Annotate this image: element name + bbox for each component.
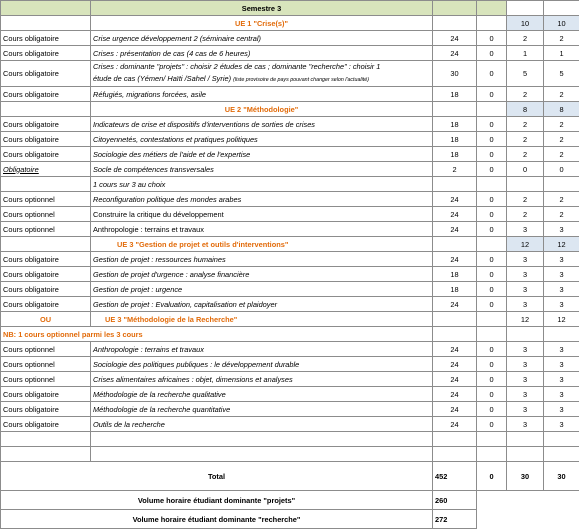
course-name: Gestion de projet d'urgence : analyse financière: [91, 267, 433, 282]
course-credit-1: 2: [507, 192, 544, 207]
course-credit-1: 3: [507, 282, 544, 297]
nb-c3: [433, 327, 477, 342]
empty-cell: [507, 432, 544, 447]
course-name: Gestion de projet : urgence: [91, 282, 433, 297]
course-name: Construire la critique du développement: [91, 207, 433, 222]
volume-projets-hours: 260: [433, 491, 477, 510]
table-row: [1, 46, 579, 61]
course-type: Cours obligatoire: [1, 252, 91, 267]
course-name: Méthodologie de la recherche quantitative: [91, 402, 433, 417]
ue1-credit-1: 10: [507, 16, 544, 31]
course-name: Crises : dominante "projets" : choisir 2 études de cas ; dominante "recherche" : choisir 1: [93, 62, 380, 71]
ue3b-header-row: [1, 312, 579, 327]
table-row: [1, 207, 579, 222]
course-extra: 0: [477, 132, 507, 147]
volume-recherche-row: [1, 510, 579, 529]
table-row: [1, 177, 579, 192]
table-row: [1, 387, 579, 402]
course-credit-2: 2: [544, 132, 579, 147]
volume-recherche-c4: [477, 510, 507, 529]
course-name: Gestion de projet : ressources humaines: [91, 252, 433, 267]
course-hours: 18: [433, 117, 477, 132]
course-extra: 0: [477, 162, 507, 177]
table-row: [1, 402, 579, 417]
course-extra: 0: [477, 357, 507, 372]
course-credit-2: 3: [544, 297, 579, 312]
ue1-title: UE 1 "Crise(s)": [91, 16, 433, 31]
ue3-title: UE 3 "Gestion de projet et outils d'interventions": [91, 237, 433, 252]
course-hours: 24: [433, 252, 477, 267]
volume-recherche-hours: 272: [433, 510, 477, 529]
ue2-title: UE 2 "Méthodologie": [91, 102, 433, 117]
volume-projets-label: Volume horaire étudiant dominante "projets": [1, 491, 433, 510]
course-credit-2: 2: [544, 147, 579, 162]
course-type: Cours optionnel: [1, 342, 91, 357]
course-credit-2: 0: [544, 162, 579, 177]
course-note: (liste provisoire de pays pouvant changer selon l'actualité): [233, 77, 369, 83]
course-credit-1: 2: [507, 207, 544, 222]
course-type: Cours obligatoire: [1, 117, 91, 132]
course-name: Socle de compétences transversales: [91, 162, 433, 177]
course-name: Réfugiés, migrations forcées, asile: [91, 87, 433, 102]
course-credit-2: 3: [544, 357, 579, 372]
course-hours: 24: [433, 297, 477, 312]
ue2-credit-2: 8: [544, 102, 579, 117]
course-hours: 24: [433, 207, 477, 222]
course-hours: 24: [433, 372, 477, 387]
volume-recherche-label: Volume horaire étudiant dominante "recherche": [1, 510, 433, 529]
course-name: Sociologie des métiers de l'aide et de l'expertise: [91, 147, 433, 162]
empty-cell: [433, 447, 477, 462]
ue2-header-c4: [477, 102, 507, 117]
course-name: Anthropologie : terrains et travaux: [91, 222, 433, 237]
course-credit-1: 2: [507, 87, 544, 102]
course-name: Indicateurs de crise et dispositifs d'interventions de sorties de crises: [91, 117, 433, 132]
course-extra: 0: [477, 61, 507, 87]
course-credit-2: 3: [544, 417, 579, 432]
table-row: [1, 147, 579, 162]
course-hours: [433, 177, 477, 192]
table-row: [1, 31, 579, 46]
table-row: [1, 252, 579, 267]
ue3-header-c4: [477, 237, 507, 252]
volume-projets-row: [1, 491, 579, 510]
ue3-credit-1: 12: [507, 237, 544, 252]
semester-cell-6: [544, 1, 579, 16]
ue1-header-left: [1, 16, 91, 31]
course-type: Cours optionnel: [1, 192, 91, 207]
ue3b-credit-2: 12: [544, 312, 579, 327]
course-credit-1: 3: [507, 402, 544, 417]
course-credit-1: 2: [507, 132, 544, 147]
course-credit-2: 2: [544, 117, 579, 132]
course-credit-1: 2: [507, 147, 544, 162]
course-type: Cours obligatoire: [1, 282, 91, 297]
course-extra: [477, 177, 507, 192]
empty-cell: [433, 432, 477, 447]
table-row: [1, 372, 579, 387]
course-name: Sociologie des politiques publiques : le développement durable: [91, 357, 433, 372]
ue2-header-row: [1, 102, 579, 117]
course-extra: 0: [477, 417, 507, 432]
volume-projets-c6: [544, 491, 579, 510]
empty-row: [1, 447, 579, 462]
semester-cell-3: [433, 1, 477, 16]
course-credit-1: 3: [507, 357, 544, 372]
semester-left-cell: [1, 1, 91, 16]
course-extra: 0: [477, 222, 507, 237]
empty-cell: [1, 447, 91, 462]
course-name: Anthropologie : terrains et travaux: [91, 342, 433, 357]
nb-c4: [477, 327, 507, 342]
total-row: [1, 462, 579, 491]
course-credit-1: 3: [507, 387, 544, 402]
choice-note: 1 cours sur 3 au choix: [91, 177, 433, 192]
course-extra: 0: [477, 282, 507, 297]
empty-row: [1, 432, 579, 447]
course-extra: 0: [477, 297, 507, 312]
course-type: Cours obligatoire: [1, 402, 91, 417]
course-credit-2: 2: [544, 31, 579, 46]
ue1-header-row: [1, 16, 579, 31]
course-credit-1: 2: [507, 31, 544, 46]
course-extra: 0: [477, 402, 507, 417]
ue2-credit-1: 8: [507, 102, 544, 117]
course-credit-1: [507, 177, 544, 192]
total-label: Total: [1, 462, 433, 491]
course-hours: 30: [433, 61, 477, 87]
empty-cell: [544, 447, 579, 462]
course-credit-2: 3: [544, 372, 579, 387]
ue3b-header-c4: [477, 312, 507, 327]
course-name: Outils de la recherche: [91, 417, 433, 432]
volume-projets-c4: [477, 491, 507, 510]
course-credit-2: 3: [544, 342, 579, 357]
course-name-line2: étude de cas (Yémen/ Haïti /Sahel / Syrie): [93, 74, 231, 83]
course-name-multiline: [91, 61, 433, 87]
course-credit-1: 3: [507, 222, 544, 237]
course-credit-2: 1: [544, 46, 579, 61]
table-row: [1, 132, 579, 147]
course-extra: 0: [477, 117, 507, 132]
table-row: [1, 417, 579, 432]
table-row: [1, 87, 579, 102]
course-credit-2: 2: [544, 87, 579, 102]
ue3b-credit-1: 12: [507, 312, 544, 327]
table-row: [1, 61, 579, 87]
course-credit-2: 3: [544, 222, 579, 237]
course-name: Crise urgence développement 2 (séminaire central): [91, 31, 433, 46]
course-extra: 0: [477, 192, 507, 207]
course-hours: 24: [433, 46, 477, 61]
total-credit-1: 30: [507, 462, 544, 491]
ue3-header-left: [1, 237, 91, 252]
empty-cell: [544, 432, 579, 447]
course-type: Cours obligatoire: [1, 87, 91, 102]
course-type: Cours obligatoire: [1, 147, 91, 162]
ue1-header-c3: [433, 16, 477, 31]
empty-cell: [507, 447, 544, 462]
course-credit-2: 2: [544, 207, 579, 222]
ou-label: OU: [1, 312, 91, 327]
course-credit-1: 1: [507, 46, 544, 61]
ue2-header-c3: [433, 102, 477, 117]
course-name: Citoyennetés, contestations et pratiques politiques: [91, 132, 433, 147]
course-hours: 2: [433, 162, 477, 177]
course-credit-1: 2: [507, 117, 544, 132]
nb-c6: [544, 327, 579, 342]
course-credit-2: 3: [544, 387, 579, 402]
course-extra: 0: [477, 267, 507, 282]
course-extra: 0: [477, 342, 507, 357]
semester-cell-5: [507, 1, 544, 16]
course-hours: 24: [433, 417, 477, 432]
total-extra: 0: [477, 462, 507, 491]
course-type: Cours obligatoire: [1, 267, 91, 282]
course-credit-1: 3: [507, 372, 544, 387]
course-name: Crises alimentaires africaines : objet, dimensions et analyses: [91, 372, 433, 387]
course-credit-2: 3: [544, 252, 579, 267]
course-name: Crises : présentation de cas (4 cas de 6 heures): [91, 46, 433, 61]
ue1-header-c4: [477, 16, 507, 31]
course-hours: 18: [433, 147, 477, 162]
course-extra: 0: [477, 87, 507, 102]
empty-cell: [477, 447, 507, 462]
course-hours: 18: [433, 267, 477, 282]
semester-row: [1, 1, 579, 16]
course-hours: 18: [433, 132, 477, 147]
course-type: Cours obligatoire: [1, 297, 91, 312]
nb-note: NB: 1 cours optionnel parmi les 3 cours: [1, 327, 433, 342]
course-extra: 0: [477, 207, 507, 222]
table-row: [1, 192, 579, 207]
course-credit-1: 5: [507, 61, 544, 87]
table-row: [1, 342, 579, 357]
course-name: Méthodologie de la recherche qualitative: [91, 387, 433, 402]
course-hours: 24: [433, 31, 477, 46]
semester-title: Semestre 3: [91, 1, 433, 16]
course-type: Cours optionnel: [1, 357, 91, 372]
course-credit-2: 3: [544, 402, 579, 417]
ue1-credit-2: 10: [544, 16, 579, 31]
table-row: [1, 222, 579, 237]
course-type: Cours obligatoire: [1, 387, 91, 402]
course-hours: 24: [433, 402, 477, 417]
course-hours: 18: [433, 282, 477, 297]
course-type: Cours obligatoire: [1, 46, 91, 61]
course-type: Cours obligatoire: [1, 61, 91, 87]
table-row: [1, 282, 579, 297]
total-credit-2: 30: [544, 462, 579, 491]
empty-cell: [91, 432, 433, 447]
course-credit-2: 2: [544, 192, 579, 207]
course-type: Cours obligatoire: [1, 417, 91, 432]
course-type: Cours optionnel: [1, 207, 91, 222]
course-credit-2: [544, 177, 579, 192]
course-hours: 24: [433, 357, 477, 372]
course-credit-1: 3: [507, 267, 544, 282]
course-extra: 0: [477, 46, 507, 61]
ue3-header-c3: [433, 237, 477, 252]
course-extra: 0: [477, 372, 507, 387]
course-type: Cours optionnel: [1, 372, 91, 387]
course-extra: 0: [477, 147, 507, 162]
ue3b-title: UE 3 "Méthodologie de la Recherche": [91, 312, 433, 327]
course-type: Cours obligatoire: [1, 132, 91, 147]
course-hours: 24: [433, 342, 477, 357]
course-hours: 24: [433, 192, 477, 207]
table-row: [1, 297, 579, 312]
course-hours: 24: [433, 387, 477, 402]
total-hours: 452: [433, 462, 477, 491]
course-credit-2: 3: [544, 282, 579, 297]
table-row: [1, 267, 579, 282]
course-credit-2: 3: [544, 267, 579, 282]
ue3-credit-2: 12: [544, 237, 579, 252]
course-credit-1: 3: [507, 342, 544, 357]
course-type: [1, 177, 91, 192]
empty-cell: [91, 447, 433, 462]
course-extra: 0: [477, 252, 507, 267]
course-credit-2: 5: [544, 61, 579, 87]
volume-recherche-c5: [507, 510, 544, 529]
volume-recherche-c6: [544, 510, 579, 529]
ue2-header-left: [1, 102, 91, 117]
course-name: Reconfiguration politique des mondes arabes: [91, 192, 433, 207]
empty-cell: [477, 432, 507, 447]
table-row: [1, 117, 579, 132]
ue3-header-row: [1, 237, 579, 252]
course-hours: 24: [433, 222, 477, 237]
ue3b-header-c3: [433, 312, 477, 327]
course-name: Gestion de projet : Evaluation, capitalisation et plaidoyer: [91, 297, 433, 312]
course-type: Cours optionnel: [1, 222, 91, 237]
table-row: [1, 162, 579, 177]
nb-row: [1, 327, 579, 342]
course-credit-1: 3: [507, 417, 544, 432]
course-credit-1: 3: [507, 252, 544, 267]
course-type: Cours obligatoire: [1, 31, 91, 46]
course-credit-1: 3: [507, 297, 544, 312]
nb-c5: [507, 327, 544, 342]
course-extra: 0: [477, 31, 507, 46]
course-credit-1: 0: [507, 162, 544, 177]
course-extra: 0: [477, 387, 507, 402]
empty-cell: [1, 432, 91, 447]
volume-projets-c5: [507, 491, 544, 510]
table-row: [1, 357, 579, 372]
course-type: Obligatoire: [1, 162, 91, 177]
semester-cell-4: [477, 1, 507, 16]
course-hours: 18: [433, 87, 477, 102]
